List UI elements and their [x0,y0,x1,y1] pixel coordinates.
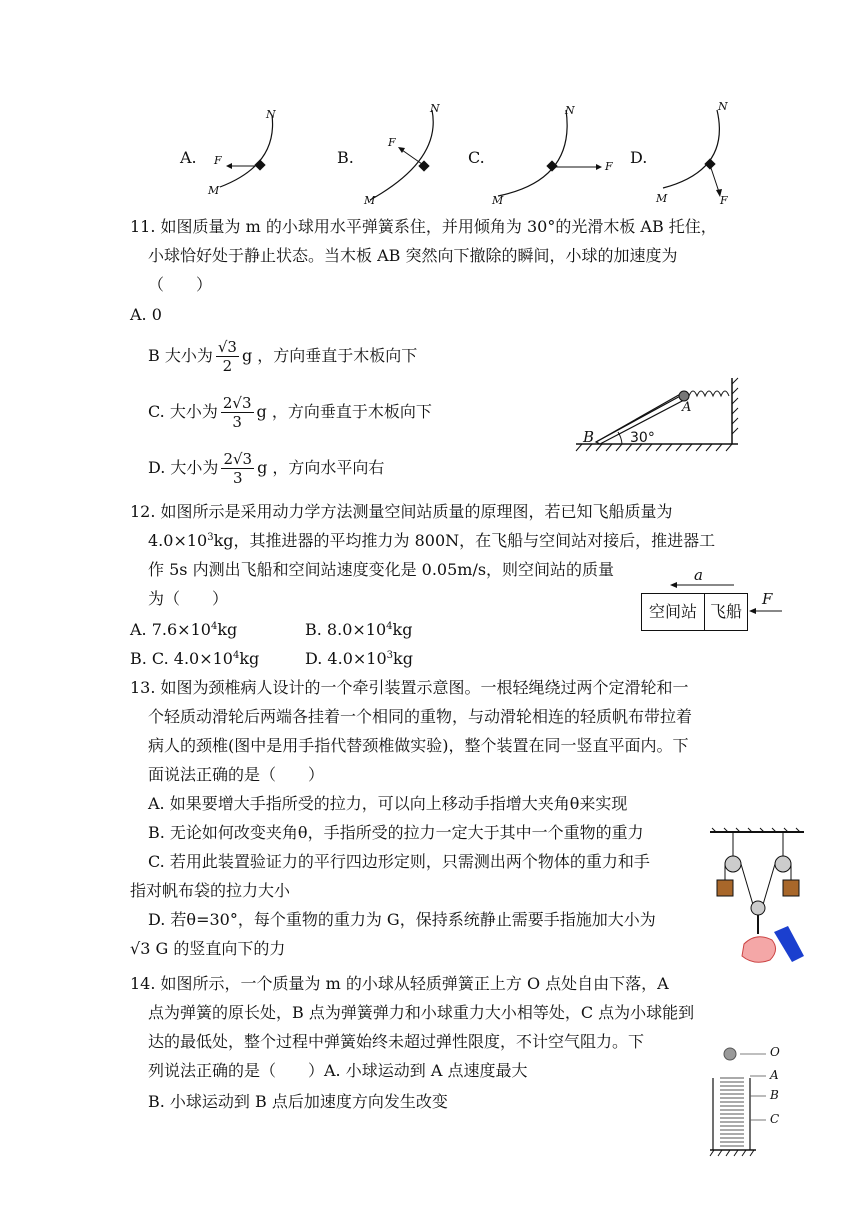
q10-d-n: N [718,100,728,113]
q10-a-f: F [214,154,222,167]
q10-figure-a [200,105,300,195]
q11-fig-label-a: A [682,400,692,415]
q10-figure-c [490,100,620,200]
q11-stem-line-2: 小球恰好处于静止状态。当木板 AB 突然向下撤除的瞬间，小球的加速度为 [148,246,678,265]
q11-option-c-fraction: $\frac{2√3}{3}$ [222,394,252,431]
q11-option-d: D. 大小为 $\frac{2√3}{3}$ g ，方向水平向右 [148,450,385,487]
q13-option-c-line-2: 指对帆布袋的拉力大小 [130,881,291,900]
q14-fig-label-b: B [770,1088,779,1102]
q10-option-c-label: C. [468,148,485,167]
q10-c-n: N [565,104,575,117]
q10-option-b-label: B. [337,148,354,167]
q11-answer-paren: （ ） [148,275,213,294]
q14-fig-label-a: A [770,1068,779,1082]
q13-option-a: A. 如果要增大手指所受的拉力，可以向上移动手指增大夹角θ来实现 [148,794,628,813]
q11-fig-label-b: B [583,428,595,446]
q10-figure-d [655,100,755,210]
q12-option-d: D. $4.0\times 10^3kg$ [305,649,413,668]
q14-stem-line-2: 点为弹簧的原长处，B 点为弹簧弹力和小球重力大小相等处，C 点为小球能到 [148,1003,695,1022]
q13-stem-line-3: 病人的颈椎(图中是用手指代替颈椎做实验)，整个装置在同一竖直平面内。下 [148,736,689,755]
q12-fig-force-label: F [762,590,773,608]
q12-stem-line-3: 作 5s 内测出飞船和空间站速度变化是 0.05m/s，则空间站的质量 [148,560,615,579]
q10-option-d-label: D. [630,148,648,167]
q10-a-n: N [266,108,276,121]
q13-stem-line-2: 个轻质动滑轮后两端各挂着一个相同的重物，与动滑轮相连的轻质帆布带拉着 [148,707,693,726]
q14-stem-line-4: 列说法正确的是（ ）A. 小球运动到 A 点速度最大 [148,1061,528,1080]
q13-option-d-line-2: √3 G 的竖直向下的力 [130,939,286,958]
q12-fig-accel-label: a [694,566,703,584]
q10-b-f: F [388,136,396,149]
q10-option-a-label: A. [180,148,197,167]
q11-fig-angle: 30° [630,430,655,446]
q13-option-c-line-1: C. 若用此装置验证力的平行四边形定则，只需测出两个物体的重力和手 [148,852,650,871]
q14-stem-line-1: 14. 如图所示，一个质量为 m 的小球从轻质弹簧正上方 O 点处自由下落，A [130,974,669,993]
q11-option-b-fraction: $\frac{√3}{2}$ [217,338,237,375]
q10-c-m: M [492,194,504,207]
q12-accel-arrow [668,580,738,590]
q10-d-f: F [720,194,728,207]
q12-space-station-box: 空间站 [641,593,705,631]
q11-option-b: B 大小为 $\frac{√3}{2}$ g ，方向垂直于木板向下 [148,338,418,375]
q12-force-arrow [748,606,784,616]
q13-stem-line-4: 面说法正确的是（ ） [148,765,325,784]
q12-option-c: B. C. $4.0\times 10^4kg$ [130,649,260,668]
q11-stem-line-1: 11. 如图质量为 m 的小球用水平弹簧系住，并用倾角为 30°的光滑木板 AB 托住， [130,217,717,236]
q10-figure-b [360,100,460,200]
q14-stem-line-3: 达的最低处，整个过程中弹簧始终未超过弹性限度，不计空气阻力。下 [148,1032,645,1051]
q10-b-m: M [364,194,376,207]
q10-c-f: F [605,160,613,173]
q12-option-a: A. $7.6\times 10^4kg$ [130,620,238,639]
q10-a-m: M [208,184,220,197]
q14-option-b: B. 小球运动到 B 点后加速度方向发生改变 [148,1092,448,1111]
q13-option-b: B. 无论如何改变夹角θ，手指所受的拉力一定大于其中一个重物的重力 [148,823,644,842]
q11-option-c: C. 大小为 $\frac{2√3}{3}$ g ，方向垂直于木板向下 [148,394,432,431]
q12-stem-line-1: 12. 如图所示是采用动力学方法测量空间站质量的原理图，若已知飞船质量为 [130,502,673,521]
q10-d-m: M [656,192,668,205]
q12-stem-line-4: 为（ ） [148,589,229,608]
q13-stem-line-1: 13. 如图为颈椎病人设计的一个牵引装置示意图。一根轻绳绕过两个定滑轮和一 [130,678,689,697]
q12-spaceship-box: 飞船 [704,593,748,631]
q14-fig-label-o: O [770,1045,780,1059]
q11-option-d-fraction: $\frac{2√3}{3}$ [223,450,253,487]
q14-fig-label-c: C [770,1112,780,1126]
q10-b-n: N [430,102,440,115]
q11-incline-figure [572,376,742,452]
q13-option-d-line-1: D. 若θ=30°，每个重物的重力为 G，保持系统静止需要手指施加大小为 [148,910,656,929]
q11-option-a: A. 0 [130,305,162,324]
q13-traction-device-figure [708,828,808,978]
q12-option-b: B. $8.0\times 10^4kg$ [305,620,413,639]
q12-stem-line-2: $4.0\times 10^3kg$，其推进器的平均推力为 800N，在飞船与空间站对接后，推进器工 [148,531,716,550]
